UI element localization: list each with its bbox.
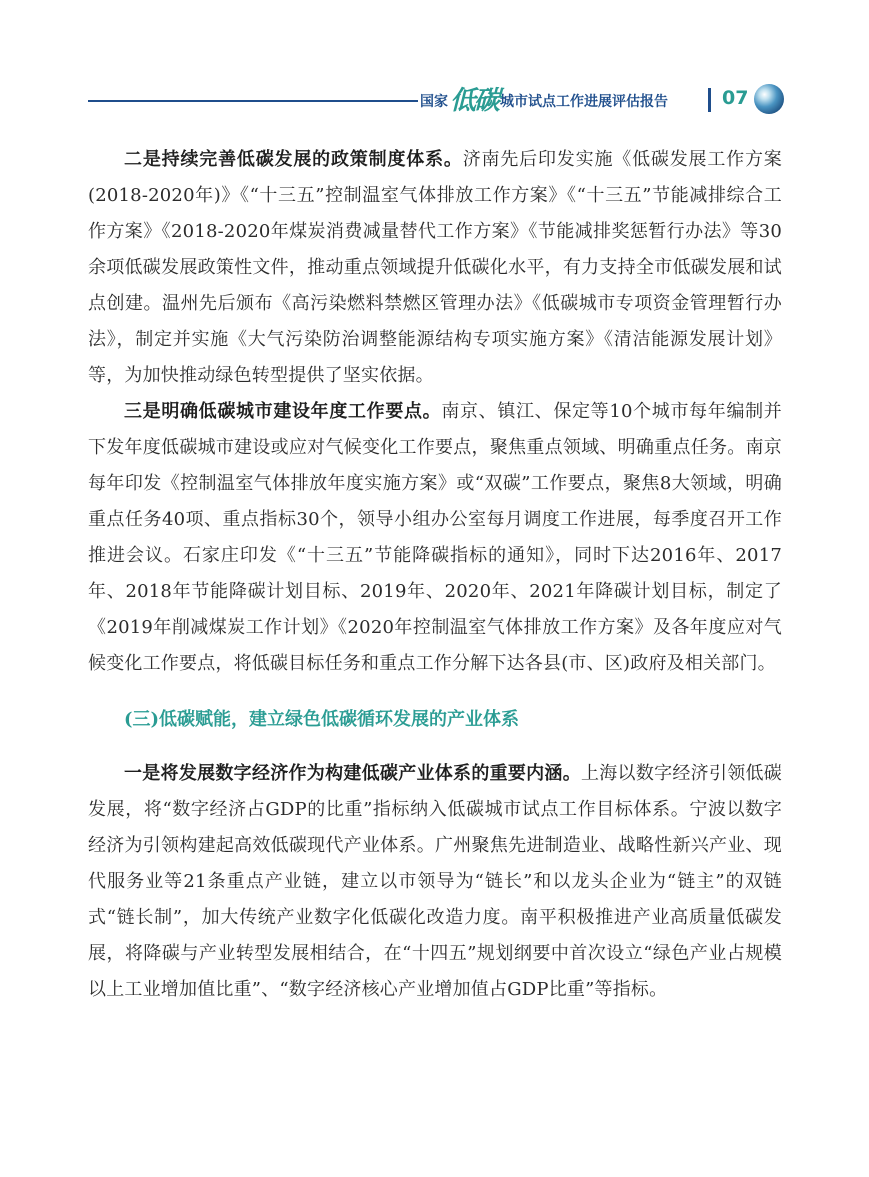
page-body [88,142,782,1008]
paragraph-text: 南京、镇江、保定等10个城市每年编制并下发年度低碳城市建设或应对气候变化工作要点，聚焦重点领域、明确重点任务。南京每年印发《控制温室气体排放年度实施方案》或“双碳”工作要点，聚焦8大领域，明确重点任务40项、重点指标30个，领导小组办公室每月调度工作进展，每季度召开工作推进会议。石家庄印发《“十三五”节能降碳指标的通知》，同时下达2016年、2017年、2018年节能降碳计划目标、2019年、2020年、2021年降碳计划目标，制定了《2019年削减煤炭工作计划》《2020年控制温室气体排放工作方案》及各年度应对气候变化工作要点，将低碳目标任务和重点工作分解下达各县(市、区)政府及相关部门。 [88,401,782,674]
header-rule [88,100,418,102]
page-header [0,76,869,126]
title-prefix: 国家 [420,94,448,110]
paragraph-text: 上海以数字经济引领低碳发展，将“数字经济占GDP的比重”指标纳入低碳城市试点工作目标体系。宁波以数字经济为引领构建起高效低碳现代产业体系。广州聚焦先进制造业、战略性新兴产业、现代服务业等21条重点产业链，建立以市领导为“链长”和以龙头企业为“链主”的双链式“链长制”，加大传统产业数字化低碳化改造力度。南平积极推进产业高质量低碳发展，将降碳与产业转型发展相结合，在“十四五”规划纲要中首次设立“绿色产业占规模以上工业增加值比重”、“数字经济核心产业增加值占GDP比重”等指标。 [88,763,782,1000]
paragraph-text: 济南先后印发实施《低碳发展工作方案(2018-2020年)》《“十三五”控制温室气体排放工作方案》《“十三五”节能减排综合工作方案》《2018-2020年煤炭消费减量替代工作方案》《节能减排奖惩暂行办法》等30余项低碳发展政策性文件，推动重点领域提升低碳化水平，有力支持全市低碳发展和试点创建。温州先后颁布《高污染燃料禁燃区管理办法》《低碳城市专项资金管理暂行办法》，制定并实施《大气污染防治调整能源结构专项实施方案》《清洁能源发展计划》等，为加快推动绿色转型提供了坚实依据。 [88,149,782,386]
title-suffix: 城市试点工作进展评估报告 [500,94,669,110]
paragraph-lead: 二是持续完善低碳发展的政策制度体系。 [124,149,463,170]
paragraph-digital-economy [88,756,782,1008]
report-title [420,85,669,116]
header-separator [708,88,711,112]
page-number: 07 [722,87,749,109]
paragraph-annual-plan [88,394,782,682]
low-carbon-logo: 低碳 [450,85,499,116]
globe-icon [754,84,784,114]
paragraph-lead: 一是将发展数字经济作为构建低碳产业体系的重要内涵。 [124,763,581,784]
paragraph-lead: 三是明确低碳城市建设年度工作要点。 [124,401,442,422]
section-heading: (三)低碳赋能，建立绿色低碳循环发展的产业体系 [124,709,520,730]
paragraph-policy [88,142,782,394]
